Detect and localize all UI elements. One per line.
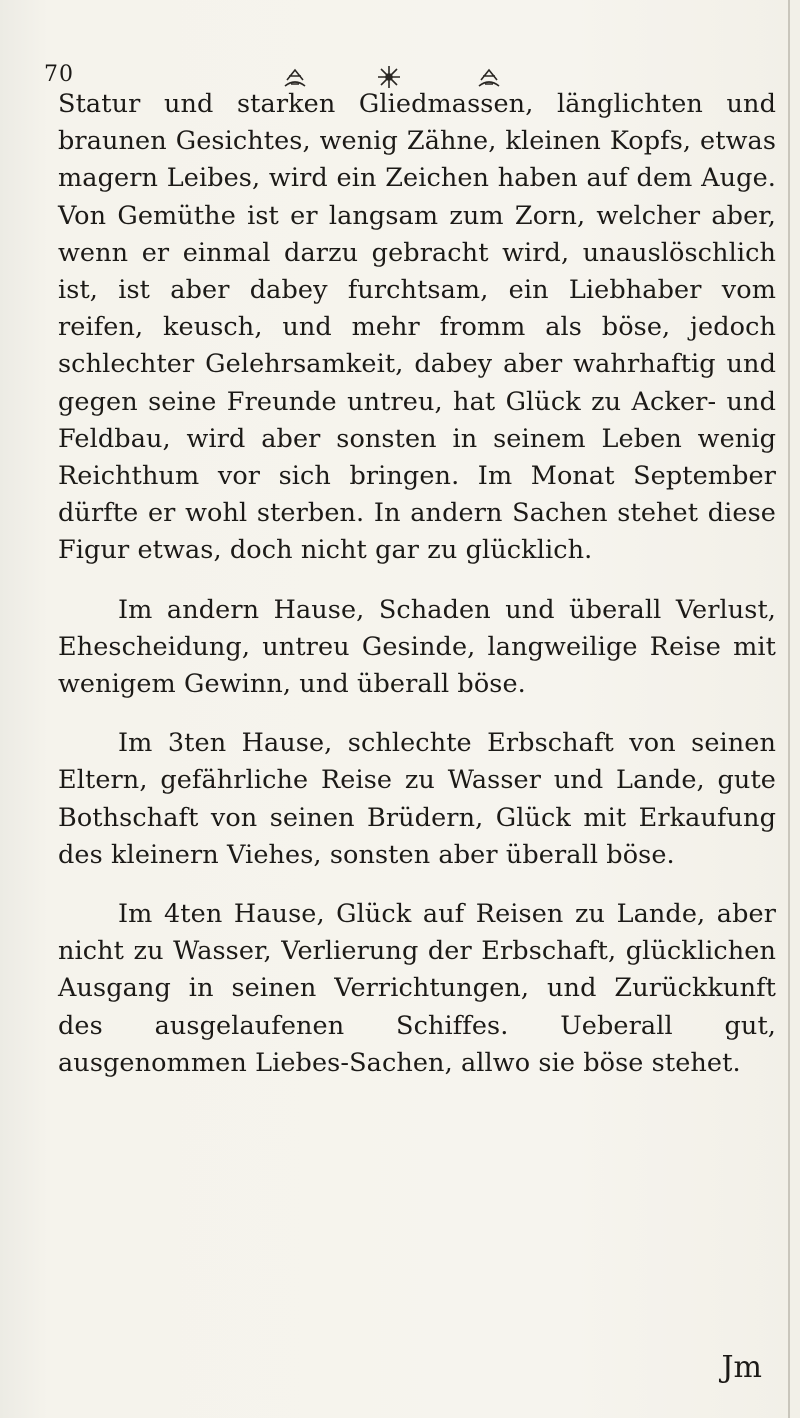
page-edge xyxy=(788,0,790,1418)
paragraph: Im 4ten Hause, Glück auf Reisen zu Lande, aber nicht zu Wasser, Verlierung der Erbschaft, glücklichen Ausgang in seinen Verrichtungen, und Zurückkunft des ausgelaufenen Schiffes. Ueberall gut, ausgenommen Liebes-Sachen, allwo sie böse stehet. xyxy=(58,899,776,1078)
paragraph: Im 3ten Hause, schlechte Erbschaft von seinen Eltern, gefährliche Reise zu Wasser und Lande, gute Bothschaft von seinen Brüdern, Glück mit Erkaufung des kleinern Viehes, sonsten aber überall böse. xyxy=(58,728,776,870)
catchword: Jm xyxy=(721,1350,762,1385)
paragraph: Statur und starken Gliedmassen, länglichten und braunen Gesichtes, wenig Zähne, kleinen Kopfs, etwas magern Leibes, wird ein Zeichen haben auf dem Auge. Von Gemüthe ist er langsam zum Zorn, welcher aber, wenn er einmal darzu gebracht wird, unauslöschlich ist, ist aber dabey furchtsam, ein Liebhaber vom reifen, keusch, und mehr fromm als böse, jedoch schlechter Gelehrsamkeit, dabey aber wahrhaftig und gegen seine Freunde untreu, hat Glück zu Acker- und Feldbau, wird aber sonsten in seinem Leben wenig Reichthum vor sich bringen. Im Monat September dürfte er wohl sterben. In andern Sachen stehet diese Figur etwas, doch nicht gar zu glücklich. xyxy=(58,89,776,566)
body-text xyxy=(58,86,776,1104)
paragraph: Im andern Hause, Schaden und überall Verlust, Ehescheidung, untreu Gesinde, langweilige Reise mit wenigem Gewinn, und überall böse. xyxy=(58,594,776,700)
page-number: 70 xyxy=(44,62,74,87)
